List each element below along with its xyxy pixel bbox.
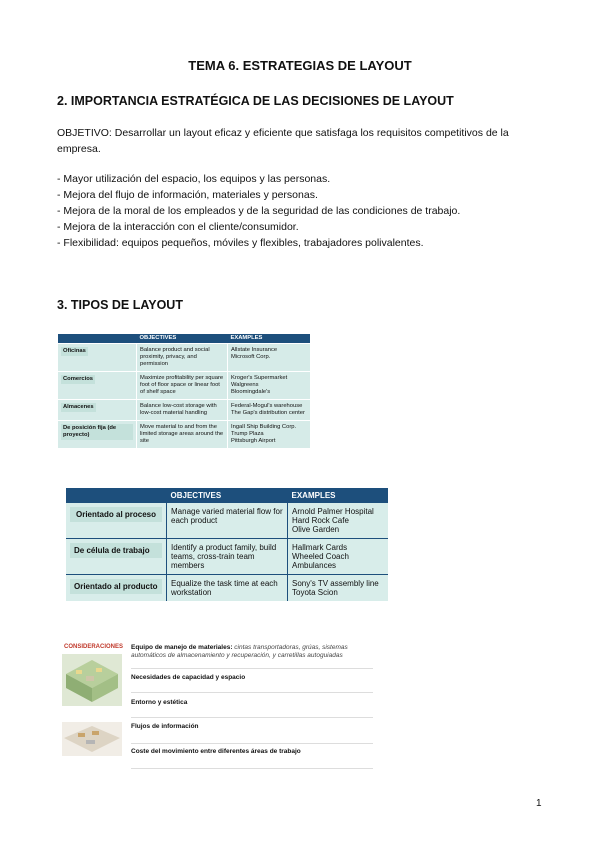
table-cell: Hallmark Cards Wheeled Coach Ambulances	[288, 539, 389, 575]
row-label: Almacenes	[63, 404, 94, 410]
row-label: Orientado al proceso	[70, 507, 162, 522]
objective-line-2: empresa.	[57, 143, 101, 155]
table-cell: Ingall Ship Building Corp. Trump Plaza Pittsburgh Airport	[228, 421, 311, 449]
divider	[131, 717, 373, 718]
layout-types-table-1	[58, 334, 310, 448]
table-cell: Balance low-cost storage with low-cost material handling	[137, 400, 228, 421]
table-row	[58, 400, 310, 421]
considerations-heading: CONSIDERACIONES	[64, 644, 124, 650]
consideration-item: Flujos de información	[131, 723, 199, 730]
table-header: EXAMPLES	[288, 488, 389, 503]
table-header: OBJECTIVES	[137, 334, 228, 344]
consideration-bold: Equipo de manejo de materiales:	[131, 644, 233, 651]
row-label: De posición fija (de proyecto)	[61, 424, 133, 440]
layout-types-table-2	[66, 488, 388, 601]
table-cell: Move material to and from the limited storage areas around the site	[137, 421, 228, 449]
divider	[131, 668, 373, 669]
table-cell: Allstate Insurance Microsoft Corp.	[228, 344, 311, 372]
table-header	[66, 488, 167, 503]
page-number: 1	[536, 798, 542, 809]
list-item: - Mejora de la interacción con el cliente/consumidor.	[57, 221, 299, 233]
list-item: - Mejora del flujo de información, materiales y personas.	[57, 189, 318, 201]
divider	[131, 743, 373, 744]
consideration-item: Necesidades de capacidad y espacio	[131, 674, 246, 681]
table-cell: Federal-Mogul's warehouse The Gap's distribution center	[228, 400, 311, 421]
table-cell: Sony's TV assembly line Toyota Scion	[288, 575, 389, 602]
section-3-heading: 3. TIPOS DE LAYOUT	[57, 298, 183, 312]
table-cell: Manage varied material flow for each product	[167, 503, 288, 539]
divider	[131, 692, 373, 693]
table-cell: Balance product and social proximity, privacy, and permission	[137, 344, 228, 372]
objective-line-1: OBJETIVO: Desarrollar un layout eficaz y eficiente que satisfaga los requisitos competitivos de la	[57, 127, 509, 139]
consideration-item: Coste del movimiento entre diferentes áreas de trabajo	[131, 748, 301, 755]
table-header	[58, 334, 137, 344]
office-layout-image	[62, 722, 122, 756]
table-row	[66, 503, 388, 539]
table-row	[58, 372, 310, 400]
row-label: De célula de trabajo	[70, 543, 162, 558]
table-cell: Arnold Palmer Hospital Hard Rock Cafe Olive Garden	[288, 503, 389, 539]
row-label: Orientado al producto	[70, 579, 162, 594]
objective-paragraph	[57, 125, 547, 157]
table-row	[66, 539, 388, 575]
table-cell: Equalize the task time at each workstation	[167, 575, 288, 602]
table-cell: Maximize profitability per square foot of floor space or linear foot of shelf space	[137, 372, 228, 400]
list-item: - Mayor utilización del espacio, los equipos y las personas.	[57, 173, 331, 185]
table-row	[66, 575, 388, 602]
table-cell: Kroger's Supermarket Walgreens Bloomingdale's	[228, 372, 311, 400]
list-item: - Flexibilidad: equipos pequeños, móviles y flexibles, trabajadores polivalentes.	[57, 237, 424, 249]
page-title: TEMA 6. ESTRATEGIAS DE LAYOUT	[188, 58, 412, 73]
section-2-heading: 2. IMPORTANCIA ESTRATÉGICA DE LAS DECISIONES DE LAYOUT	[57, 94, 454, 108]
table-cell: Identify a product family, build teams, cross-train team members	[167, 539, 288, 575]
table-header: OBJECTIVES	[167, 488, 288, 503]
floor-plan-image	[62, 654, 122, 706]
table-row	[58, 344, 310, 372]
benefits-list	[57, 171, 557, 251]
consideration-detail: cintas transportadoras, grúas, sistemas automáticos de almacenamiento y recuperación, y carretillas autoguiadas	[131, 644, 348, 659]
consideration-item: Entorno y estética	[131, 699, 188, 706]
row-label: Comercios	[63, 376, 93, 382]
table-header: EXAMPLES	[228, 334, 311, 344]
table-row	[58, 421, 310, 449]
list-item: - Mejora de la moral de los empleados y de la seguridad de las condiciones de trabajo.	[57, 205, 461, 217]
consideration-material-handling	[131, 644, 381, 660]
table-header-row	[66, 488, 388, 503]
divider	[131, 768, 373, 769]
row-label: Oficinas	[63, 348, 86, 354]
table-header-row	[58, 334, 310, 344]
